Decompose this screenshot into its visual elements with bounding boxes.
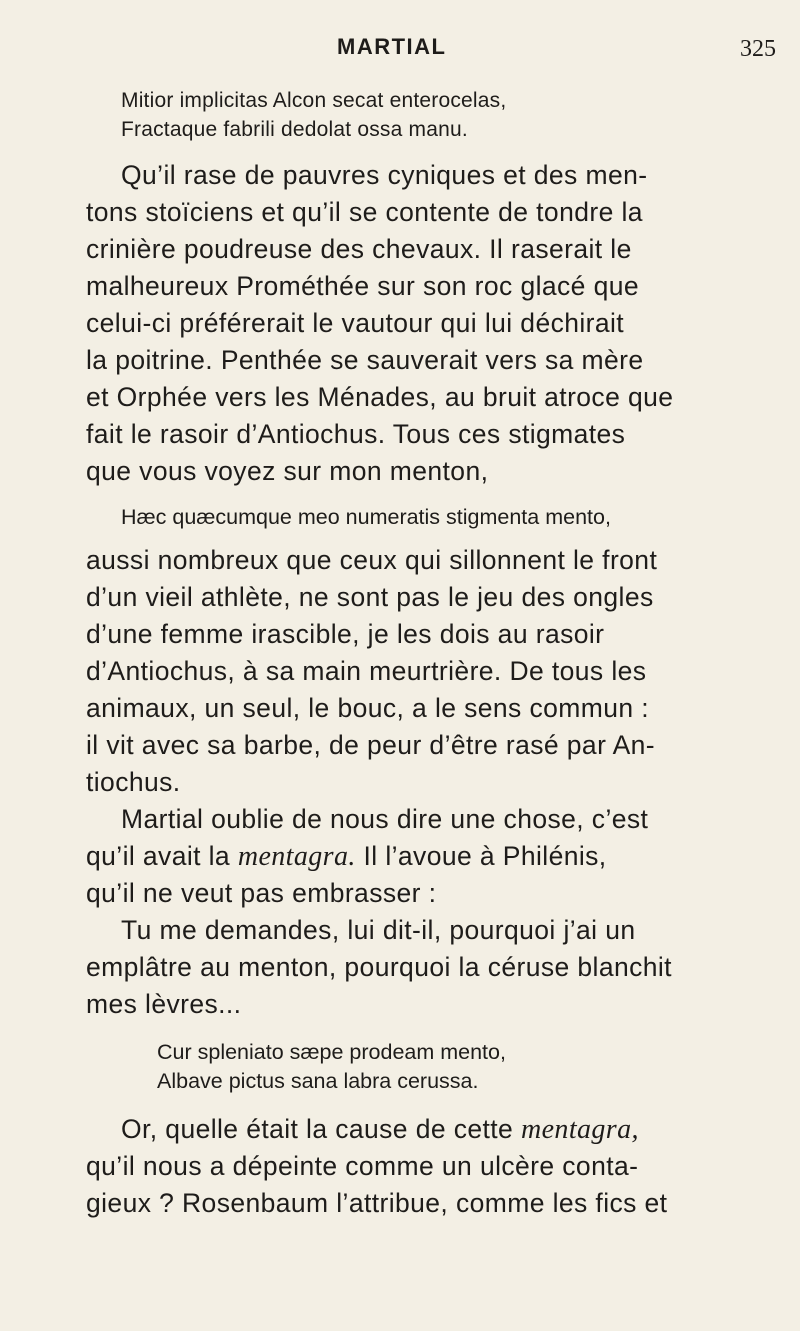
- text-line: gieux ? Rosenbaum l’attribue, comme les fics et: [86, 1188, 668, 1218]
- text-line: la poitrine. Penthée se sauverait vers sa mère: [86, 345, 644, 375]
- text-line: d’un vieil athlète, ne sont pas le jeu des ongles: [86, 582, 654, 612]
- text-line: et Orphée vers les Ménades, au bruit atroce que: [86, 382, 674, 412]
- text-span: Or, quelle était la cause de cette: [121, 1114, 521, 1144]
- text-line: [86, 841, 607, 873]
- text-line: d’Antiochus, à sa main meurtrière. De tous les: [86, 656, 647, 686]
- text-span: Il l’avoue à Philénis,: [355, 841, 607, 871]
- text-line: qu’il ne veut pas embrasser :: [86, 878, 437, 908]
- text-line: Tu me demandes, lui dit-il, pourquoi j’ai un: [121, 915, 636, 945]
- running-title: MARTIAL: [337, 34, 447, 59]
- latin-quote-line: Hæc quæcumque meo numeratis stigmenta mento,: [121, 505, 611, 529]
- italic-term: mentagra.: [237, 841, 356, 872]
- latin-quote-line: Cur spleniato sæpe prodeam mento,: [157, 1040, 506, 1064]
- text-line: crinière poudreuse des chevaux. Il raserait le: [86, 234, 632, 264]
- text-line: fait le rasoir d’Antiochus. Tous ces stigmates: [86, 419, 626, 449]
- verse-line: Fractaque fabrili dedolat ossa manu.: [121, 118, 468, 141]
- text-line: d’une femme irascible, je les dois au rasoir: [86, 619, 605, 649]
- text-line: malheureux Prométhée sur son roc glacé que: [86, 271, 639, 301]
- text-line: il vit avec sa barbe, de peur d’être rasé par An-: [86, 730, 656, 760]
- italic-term: mentagra,: [520, 1114, 639, 1145]
- text-line: aussi nombreux que ceux qui sillonnent le front: [86, 545, 658, 575]
- text-line: Martial oublie de nous dire une chose, c’est: [121, 804, 649, 834]
- latin-quote-line: Albave pictus sana labra cerussa.: [157, 1069, 479, 1093]
- text-line: qu’il nous a dépeinte comme un ulcère conta-: [86, 1151, 639, 1181]
- page-header: [0, 34, 800, 64]
- text-line: tiochus.: [86, 767, 181, 797]
- page-number: 325: [740, 36, 776, 62]
- text-line: que vous voyez sur mon menton,: [86, 456, 489, 486]
- text-line: emplâtre au menton, pourquoi la céruse blanchit: [86, 952, 672, 982]
- text-line: mes lèvres...: [86, 989, 242, 1019]
- text-line: tons stoïciens et qu’il se contente de tondre la: [86, 197, 643, 227]
- text-line: celui-ci préférerait le vautour qui lui déchirait: [86, 308, 625, 338]
- text-line: Qu’il rase de pauvres cyniques et des men-: [121, 160, 648, 190]
- text-line: [121, 1114, 639, 1146]
- text-line: animaux, un seul, le bouc, a le sens commun :: [86, 693, 650, 723]
- text-span: qu’il avait la: [86, 841, 238, 871]
- verse-line: Mitior implicitas Alcon secat enterocelas,: [121, 89, 507, 112]
